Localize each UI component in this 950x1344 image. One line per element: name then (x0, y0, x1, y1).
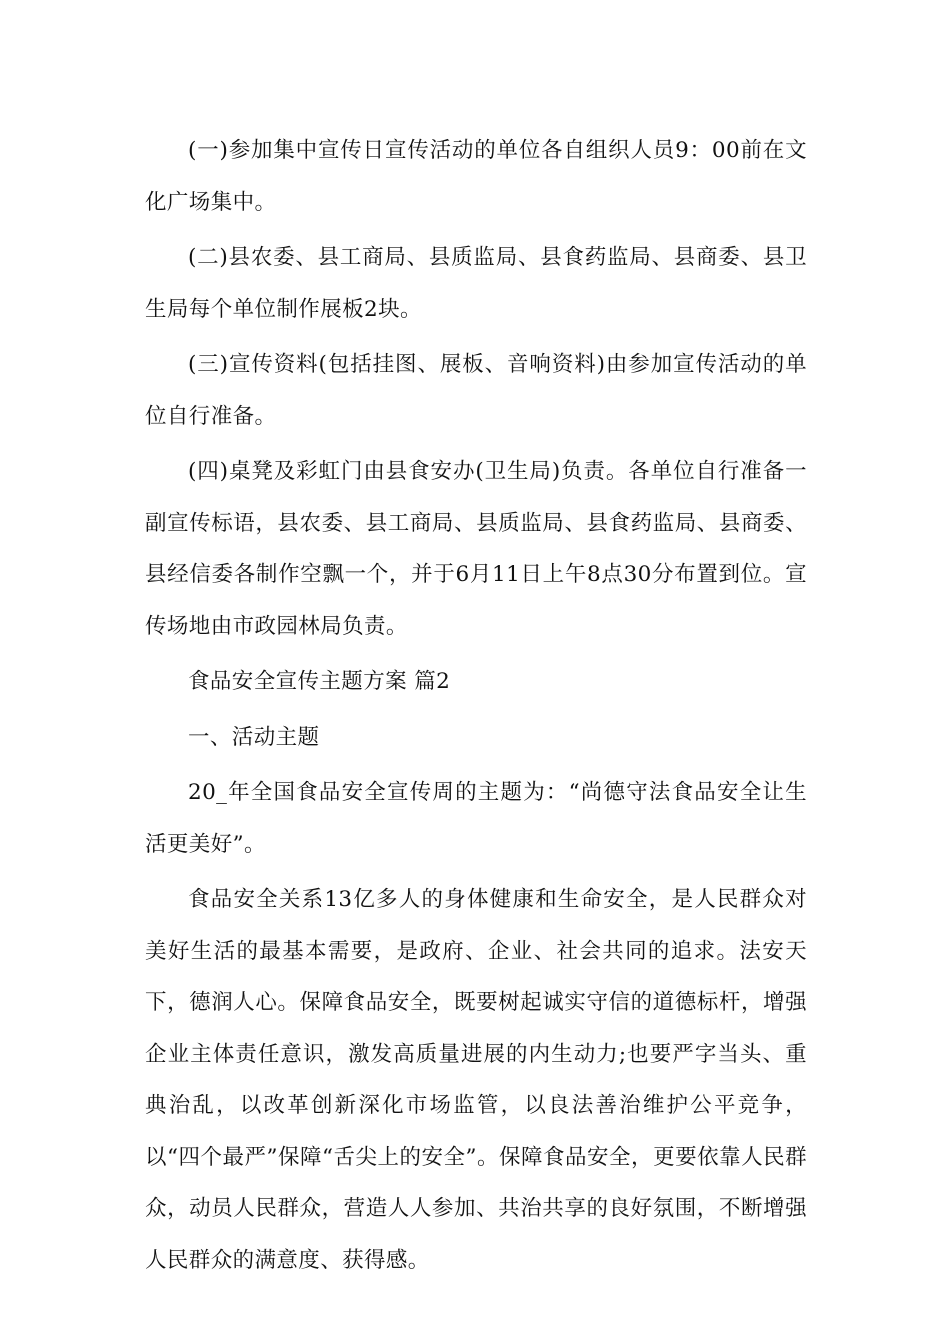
paragraph-item-3: (三)宣传资料(包括挂图、展板、音响资料)由参加宣传活动的单位自行准备。 (145, 352, 807, 429)
paragraph-item-1: (一)参加集中宣传日宣传活动的单位各自组织人员9：00前在文化广场集中。 (145, 138, 807, 215)
paragraph-item-4: (四)桌凳及彩虹门由县食安办(卫生局)负责。各单位自行准备一副宣传标语，县农委、县工商局、县质监局、县食药监局、县商委、县经信委各制作空飘一个，并于6月11日上午8点30分布置到位。宣传场地由市政园林局负责。 (145, 459, 807, 639)
paragraph-item-2: (二)县农委、县工商局、县质监局、县食药监局、县商委、县卫生局每个单位制作展板2块。 (145, 245, 807, 322)
section-title: 食品安全宣传主题方案 篇2 (188, 669, 451, 694)
document-page (145, 125, 807, 1290)
body-paragraph: 食品安全关系13亿多人的身体健康和生命安全，是人民群众对美好生活的最基本需要，是政府、企业、社会共同的追求。法安天下，德润人心。保障食品安全，既要树起诚实守信的道德标杆，增强企业主体责任意识，激发高质量进展的内生动力;也要严字当头、重典治乱，以改革创新深化市场监管，以良法善治维护公平竞争，以“四个最严”保障“舌尖上的安全”。保障食品安全，更要依靠人民群众，动员人民群众，营造人人参加、共治共享的良好氛围，不断增强人民群众的满意度、获得感。 (145, 887, 807, 1273)
theme-paragraph: 20_年全国食品安全宣传周的主题为：“尚德守法食品安全让生活更美好”。 (145, 780, 807, 857)
subsection-heading: 一、活动主题 (188, 724, 320, 750)
